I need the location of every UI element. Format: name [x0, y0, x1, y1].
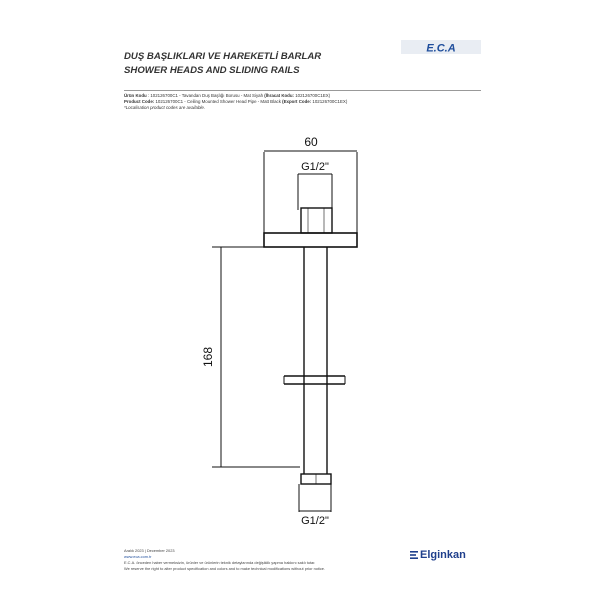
product-description-tr: : 102126700C1 - Tavandan Duş Başlığı Borusu - Mat Siyah — [146, 93, 265, 98]
dim-width-label: 60 — [304, 135, 318, 149]
localisation-note-text: *Localisation product codes are available. — [124, 105, 206, 110]
footer-website-link[interactable]: www.eca.com.tr — [124, 554, 152, 559]
top-hex-nut — [301, 208, 332, 233]
thread-bottom-label: G1/2" — [301, 515, 329, 527]
elginkan-mark-icon — [410, 551, 418, 559]
export-code-value-en: 102126700C1EX) — [311, 99, 348, 104]
dim-height-label: 168 — [201, 346, 215, 368]
product-code-label-tr: Ürün Kodu — [124, 93, 147, 98]
product-code-label-en: Product Code: — [124, 99, 155, 104]
footer-disclaimer-tr: E.C.A. önceden haber vermeksizin, ürünler ve ürünlerin teknik detaylarında değişiklik yapma hakkını saklı tutar. — [124, 560, 316, 565]
title-turkish: DUŞ BAŞLIKLARI VE HAREKETLİ BARLAR — [124, 51, 322, 62]
footer-disclaimer-en: We reserve the right to alter product specification and colors and to make technical modifications without prior notice. — [124, 566, 326, 571]
eca-logo-text: E.C.A — [426, 42, 456, 54]
footer-date: Aralık 2023 | December 2023 — [124, 548, 175, 553]
export-code-label-en: (Export Code: — [282, 99, 312, 104]
export-code-label-tr: (İhracat Kodu: — [264, 93, 295, 98]
export-code-value-tr: 102126700C1EX) — [294, 93, 331, 98]
ceiling-flange — [264, 233, 357, 247]
title-english: SHOWER HEADS AND SLIDING RAILS — [124, 65, 300, 76]
product-description-en: 102126700C1 - Ceiling Mounted Shower Head Pipe - Matt Black — [154, 99, 283, 104]
elginkan-logo — [410, 548, 466, 562]
elginkan-logo-text: Elginkan — [420, 549, 466, 561]
thread-top-label: G1/2" — [301, 161, 329, 173]
